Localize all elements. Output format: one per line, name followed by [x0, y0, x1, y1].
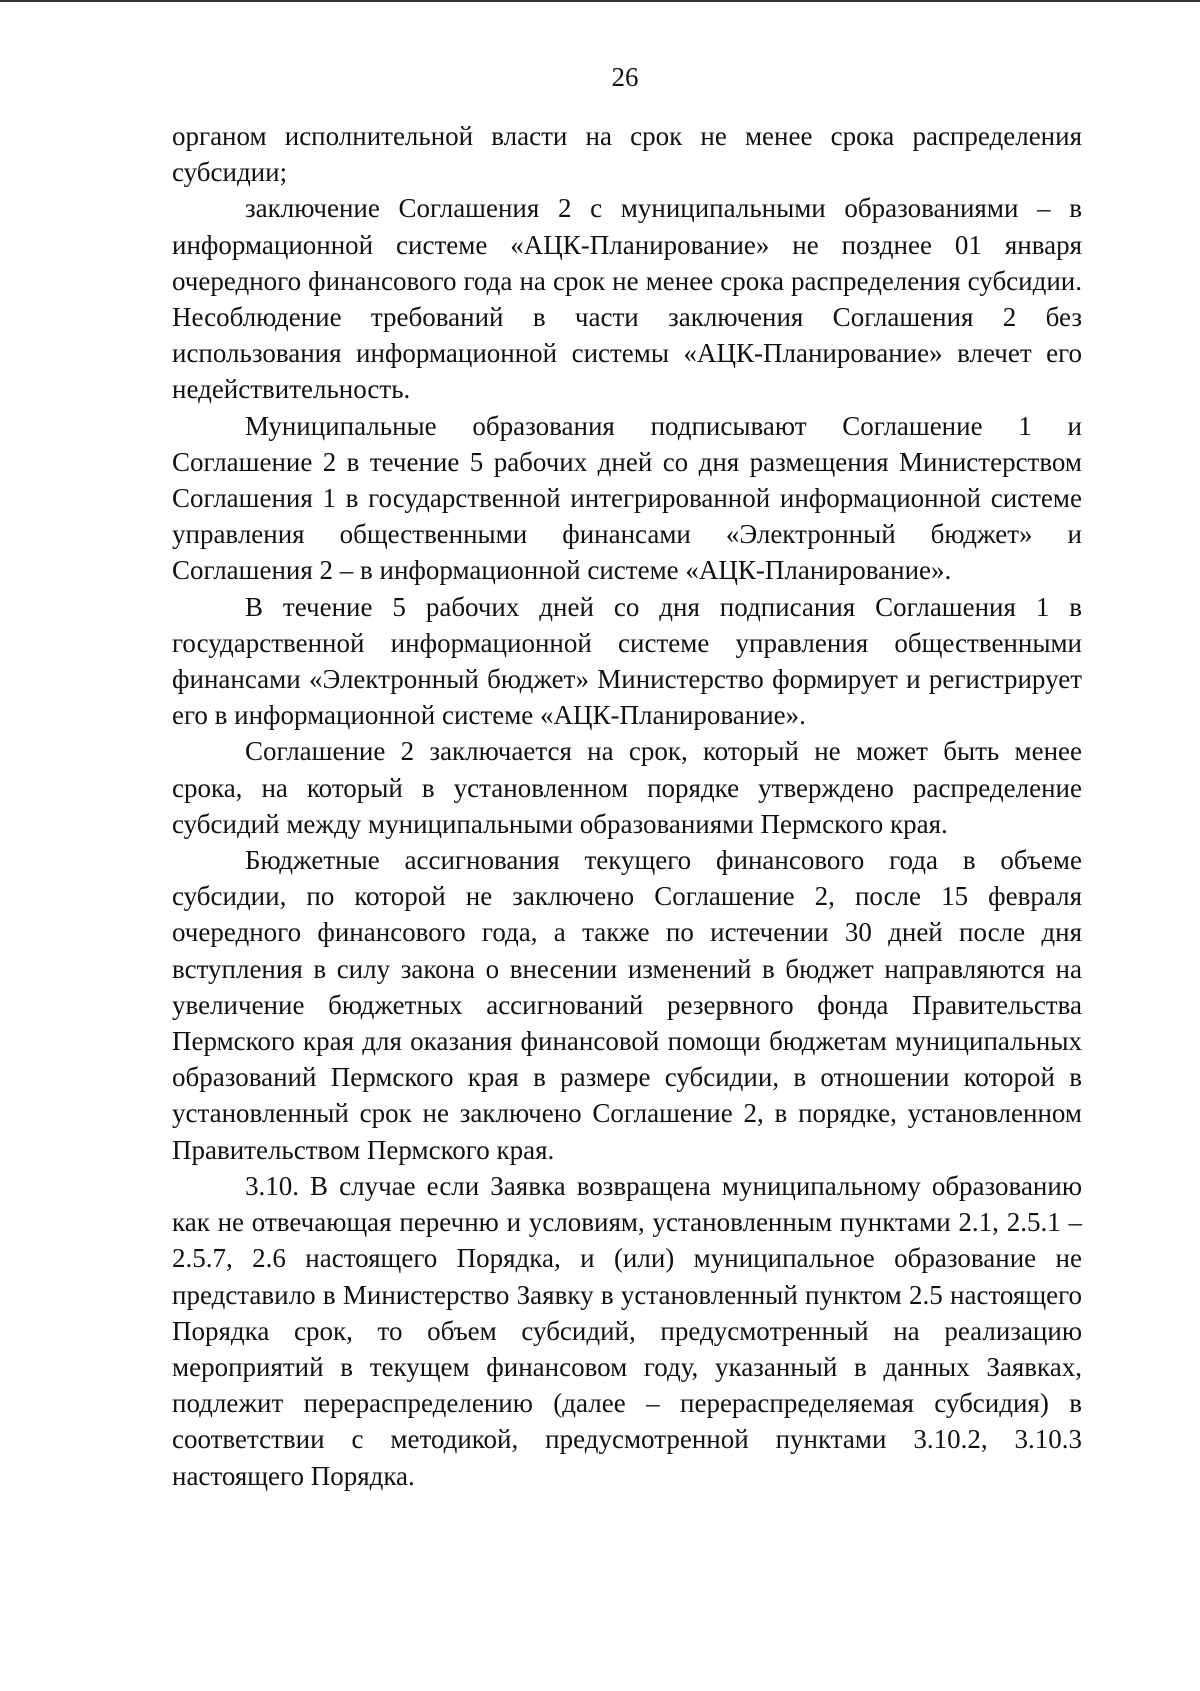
document-body: [172, 118, 1082, 1494]
paragraph-budget-allocations: Бюджетные ассигнования текущего финансового года в объеме субсидии, по которой не заключено Соглашение 2, после 15 февраля очередного финансового года, а также по истечении 30 дней после дня вступления в силу закона о внесении изменений в бюджет направляются на увеличение бюджетных ассигнований резервного фонда Правительства Пермского края для оказания финансовой помощи бюджетам муниципальных образований Пермского края в размере субсидии, в отношении которой в установленный срок не заключено Соглашение 2, в порядке, установленном Правительством Пермского края.: [172, 845, 1082, 1165]
scan-top-edge: [0, 0, 1200, 2]
paragraph-section-3-10: 3.10. В случае если Заявка возвращена муниципальному образованию как не отвечающая перечню и условиям, установленным пунктами 2.1, 2.5.1 – 2.5.7, 2.6 настоящего Порядка, и (или) муниципальное образование не представило в Министерство Заявку в установленный пунктом 2.5 настоящего Порядка срок, то объем субсидий, предусмотренный на реализацию мероприятий в текущем финансовом году, указанный в данных Заявках, подлежит перераспределению (далее – перераспределяемая субсидия) в соответствии с методикой, предусмотренной пунктами 3.10.2, 3.10.3 настоящего Порядка.: [172, 1170, 1082, 1491]
paragraph-agreement-term: Соглашение 2 заключается на срок, который не может быть менее срока, на который в установленном порядке утверждено распределение субсидий между муниципальными образованиями Пермского края.: [172, 736, 1082, 839]
paragraph-ministry-registration: В течение 5 рабочих дней со дня подписания Соглашения 1 в государственной информационной системе управления общественными финансами «Электронный бюджет» Министерство формирует и регистрирует его в информационной системе «АЦК-Планирование».: [172, 591, 1082, 731]
paragraph-continuation: органом исполнительной власти на срок не менее срока распределения субсидии;: [172, 121, 1082, 188]
paragraph-agreement-2-conclusion: заключение Соглашения 2 с муниципальными образованиями – в информационной системе «АЦК-Планирование» не позднее 01 января очередного финансового года на срок не менее срока распределения субсидии. Несоблюдение требований в части заключения Соглашения 2 без использования информационной системы «АЦК-Планирование» влечет его недействительность.: [172, 193, 1082, 405]
paragraph-municipal-signing: Муниципальные образования подписывают Соглашение 1 и Соглашение 2 в течение 5 рабочих дней со дня размещения Министерством Соглашения 1 в государственной интегрированной информационной системе управления общественными финансами «Электронный бюджет» и Соглашения 2 – в информационной системе «АЦК-Планирование».: [172, 410, 1082, 586]
page-number: 26: [611, 62, 639, 92]
